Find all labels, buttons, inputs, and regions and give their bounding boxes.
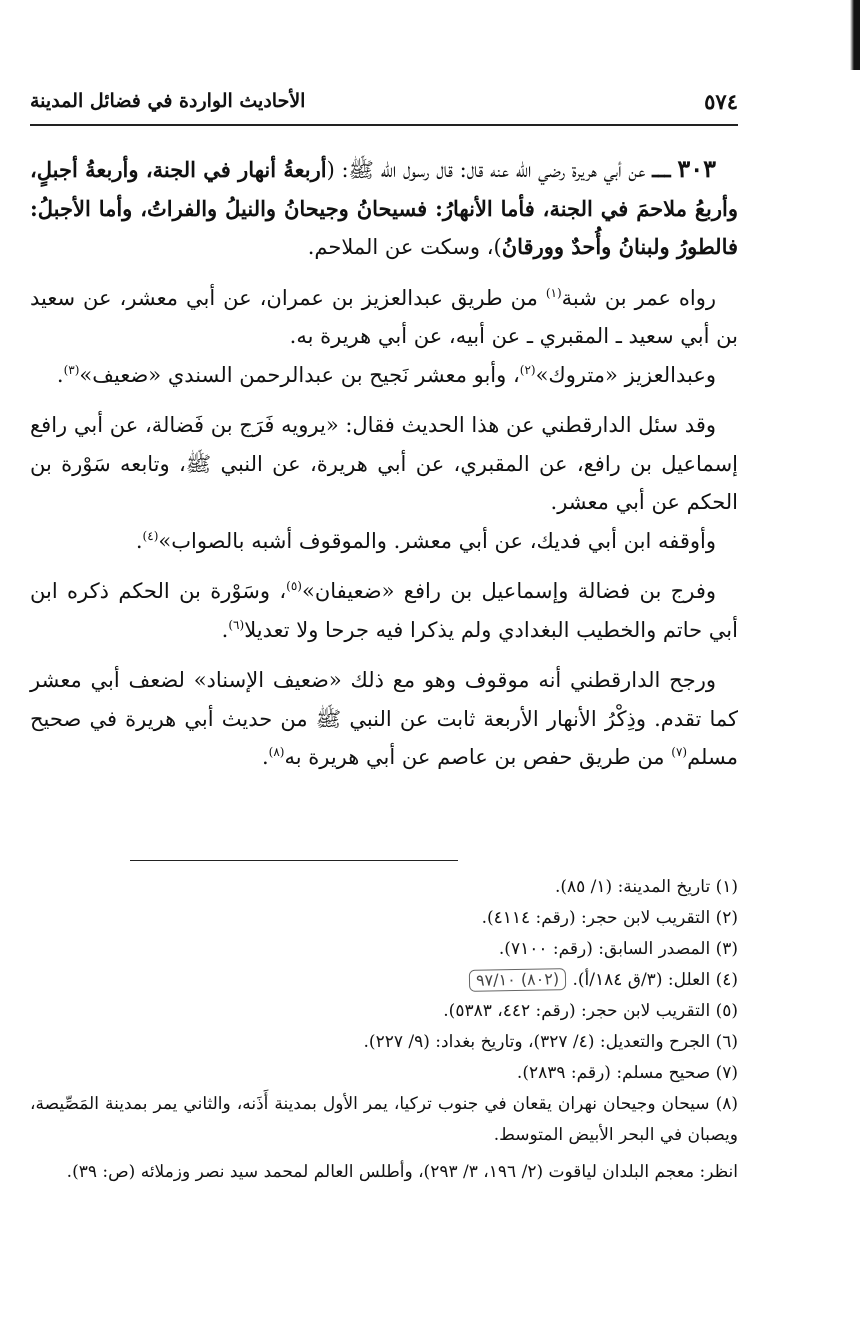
footnote-ref: (٧) — [671, 745, 688, 759]
text-run: رواه عمر بن شبة — [561, 285, 716, 310]
hadith-dash: ـــ — [652, 157, 671, 182]
footnote-4-text: (٤) العلل: (٣/ق ١٨٤/أ). — [572, 970, 738, 990]
hadith-end: )، وسكت عن الملاحم. — [307, 235, 502, 259]
footnote-ref: (٥) — [286, 579, 302, 593]
footnote-1: (١) تاريخ المدينة: (١/ ٨٥). — [554, 877, 738, 897]
text-run: من طريق عبدالعزيز بن عمران، عن أبي معشر، عن سعيد بن أبي سعيد ـ المقبري ـ عن أبيه، عن أبي هريرة به. — [30, 285, 738, 348]
hadith-number: ٣٠٣ — [677, 154, 716, 183]
text-run: ، وسَوْرة بن الحكم ذكره ابن أبي حاتم والخطيب البغدادي ولم يذكرا فيه جرحا ولا تعديلا — [30, 579, 738, 642]
text-run: . — [56, 362, 64, 387]
footnote-2: (٢) التقريب لابن حجر: (رقم: ٤١١٤). — [481, 908, 738, 928]
footnote-4 — [30, 965, 738, 996]
footnote-ref: (٤) — [142, 528, 159, 543]
text-run: من طريق حفص بن عاصم عن أبي هريرة به — [284, 745, 672, 769]
text-run: . — [221, 617, 229, 642]
main-text — [30, 150, 738, 777]
text-run: وأوقفه ابن أبي فديك، عن أبي معشر. والموقوف أشبه بالصواب» — [158, 528, 716, 553]
footnotes — [30, 872, 738, 1188]
footnote-3: (٣) المصدر السابق: (رقم: ٧١٠٠). — [498, 939, 738, 959]
header-rule — [30, 124, 738, 126]
paragraph-6 — [30, 661, 738, 777]
footnote-ref: (٢) — [519, 362, 536, 377]
footnote-ref: (٣) — [63, 362, 80, 377]
paragraph-4 — [30, 522, 738, 561]
text-run: . — [261, 745, 269, 769]
text-run: ، وأبو معشر نَجيح بن عبدالرحمن السندي «ضعيف» — [79, 362, 520, 387]
running-title: الأحاديث الواردة في فضائل المدينة — [30, 90, 306, 112]
footnote-references: انظر: معجم البلدان لياقوت (٢/ ١٩٦، ٣/ ٢٩٣)، وأطلس العالم لمحمد سيد نصر وزملائه (ص: ٣٩). — [66, 1162, 738, 1182]
footnote-7: (٧) صحيح مسلم: (رقم: ٢٨٣٩). — [516, 1063, 738, 1083]
paragraph-2 — [30, 356, 738, 395]
footnote-8: (٨) سيحان وجيحان نهران يقعان في جنوب تركيا، يمر الأول بمدينة أَذَنه، والثاني يمر بمدينة المَصِّيصة، ويصبان في البحر الأبيض المتوسط. — [30, 1094, 738, 1145]
text-run: ورجح الدارقطني أنه موقوف وهو مع ذلك «ضعيف الإسناد» لضعف أبي معشر كما تقدم. وذِكْرُ الأنهار الأربعة ثابت عن النبي ﷺ من حديث أبي هريرة في صحيح مسلم — [30, 668, 738, 769]
paragraph-3 — [30, 406, 738, 522]
text-run: وقد سئل الدارقطني عن هذا الحديث فقال: «يرويه فَرَج بن فَضالة، عن أبي رافع إسماعيل بن رافع، عن المقبري، عن أبي هريرة، عن النبي ﷺ، وتابعه سَوْرة بن الحكم عن أبي معشر. — [30, 413, 738, 514]
footnote-ref: (٦) — [228, 617, 245, 632]
hadith-intro: عن أبي هريرة رضي الله عنه قال: قال رسول الله ﷺ: ( — [326, 158, 646, 182]
footnote-5: (٥) التقريب لابن حجر: (رقم: ٤٤٢، ٥٣٨٣). — [443, 1001, 738, 1021]
footnote-6: (٦) الجرح والتعديل: (٤/ ٣٢٧)، وتاريخ بغداد: (٩/ ٢٢٧). — [363, 1032, 738, 1052]
page-edge-mark — [850, 0, 860, 70]
page-number: ٥٧٤ — [704, 88, 738, 114]
footnote-ref: (٨) — [268, 745, 285, 759]
footnote-ref: (١) — [545, 285, 562, 300]
paragraph-5 — [30, 572, 738, 649]
text-run: وفرج بن فضالة وإسماعيل بن رافع «ضعيفان» — [301, 579, 716, 603]
paragraph-1 — [30, 279, 738, 356]
text-run: . — [135, 528, 143, 553]
hadith-paragraph — [30, 150, 738, 267]
footnote-rule — [130, 860, 458, 861]
text-run: وعبدالعزيز «متروك» — [535, 362, 716, 387]
handwritten-note: (٨٠٢) ٩٧/١٠ — [469, 968, 566, 992]
hadith-quote: أربعةُ أنهار في الجنة، وأربعةُ أجبلٍ، وأربعُ ملاحمَ في الجنة، فأما الأنهارُ: فسيحانُ وجيحانُ والنيلُ والفراتُ، وأما الأجبلُ: فالطورُ ولبنانُ وأُحدٌ وورقانُ — [30, 157, 738, 259]
running-header — [30, 86, 738, 116]
